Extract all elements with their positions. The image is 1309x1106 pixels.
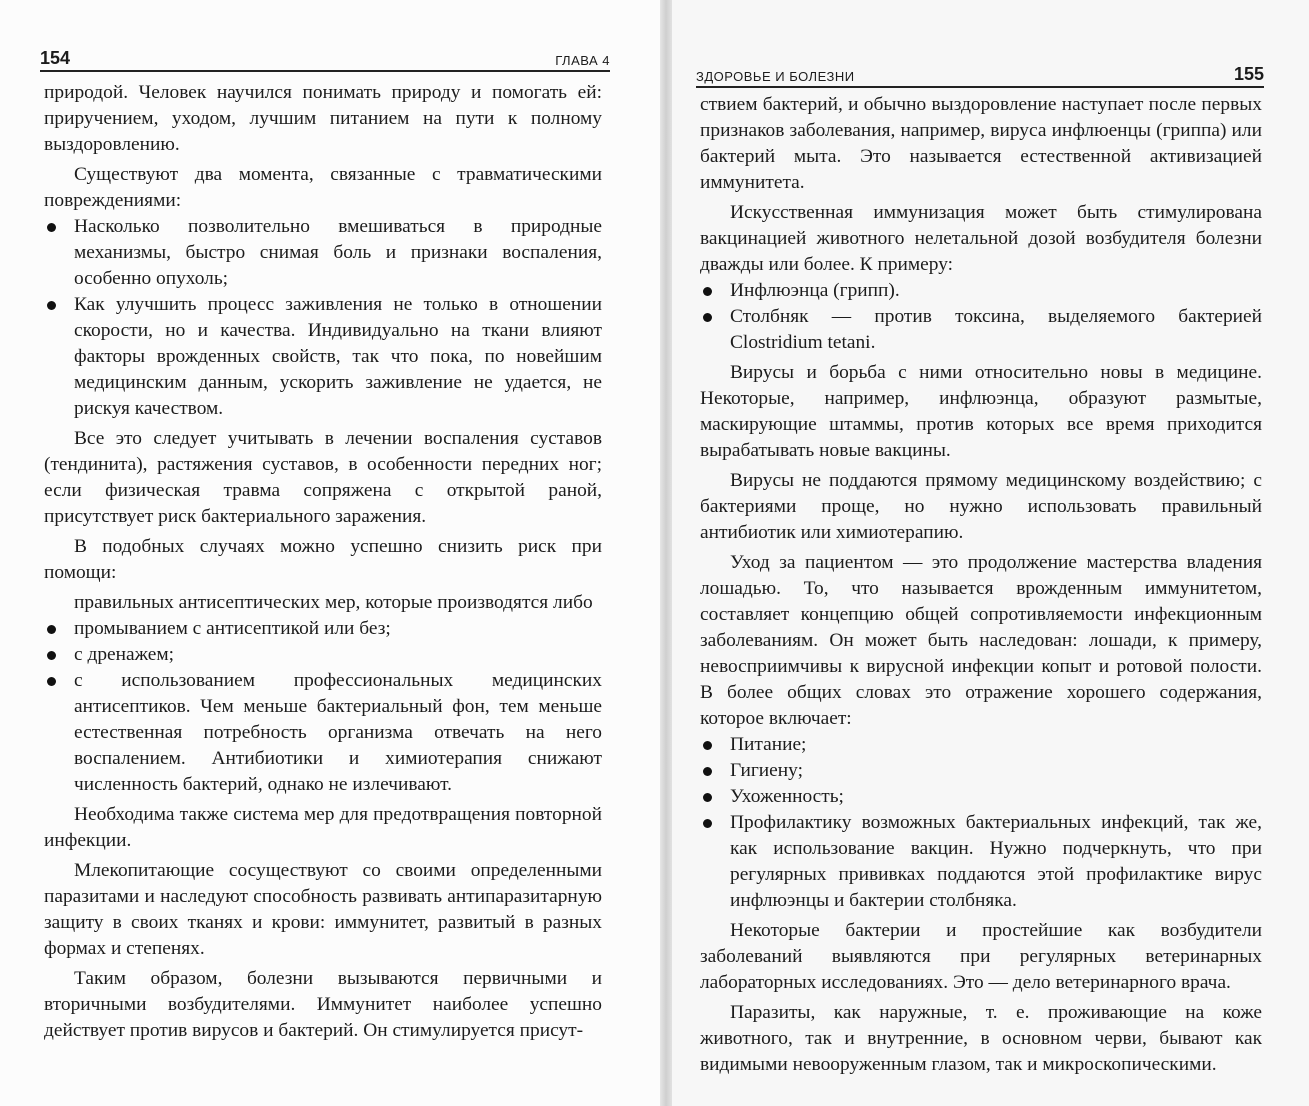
bullet-list <box>44 214 602 422</box>
paragraph: правильных антисептических мер, которые производятся либо <box>74 592 593 613</box>
paragraph: Искусственная иммунизация может быть стимулирована вакцинацией животного нелетальной дозой возбудителя болезни дважды или более. К примеру: <box>700 202 1262 275</box>
running-head: ГЛАВА 4 <box>555 53 610 68</box>
bullet-item: с дренажем; <box>44 642 602 668</box>
page-number: 154 <box>40 48 71 68</box>
right-page <box>672 0 1309 1106</box>
paragraph: Млекопитающие сосуществуют со своими определенными паразитами и наследуют способность развивать антипаразитарную защиту в своих тканях и крови: иммунитет, развитый в разных формах и степенях. <box>44 860 602 959</box>
bullet-item: с использованием профессиональных медицинских антисептиков. Чем меньше бактериальный фон, тем меньше естественная потребность организма отвечать на него воспалением. Антибиотики и химиотерапия снижают численность бактерий, однако не излечивают. <box>44 668 602 798</box>
right-page-body <box>700 92 1262 1078</box>
paragraph: Существуют два момента, связанные с травматическими повреждениями: <box>44 164 602 211</box>
paragraph: Все это следует учитывать в лечении воспаления суставов (тендинита), растяжения суставов, в особенности передних ног; если физическая травма сопряжена с открытой раной, присутствует риск бактериального заражения. <box>44 428 602 527</box>
bullet-item: Инфлюэнца (грипп). <box>700 278 1262 304</box>
page-number: 155 <box>1233 64 1264 84</box>
bullet-item: промыванием с антисептикой или без; <box>44 616 602 642</box>
paragraph: Необходима также система мер для предотвращения повторной инфекции. <box>44 804 602 851</box>
running-head: ЗДОРОВЬЕ И БОЛЕЗНИ <box>696 69 855 84</box>
paragraph: Паразиты, как наружные, т. е. проживающие на коже животного, так и внутренние, в основном черви, бывают как видимыми невооруженным глазом, так и микроскопическими. <box>700 1002 1262 1075</box>
bullet-item: Насколько позволительно вмешиваться в природные механизмы, быстро снимая боль и признаки воспаления, особенно опухоль; <box>44 214 602 292</box>
bullet-item: Гигиену; <box>700 758 1262 784</box>
bullet-list <box>700 732 1262 914</box>
paragraph: ствием бактерий, и обычно выздоровление наступает после первых признаков заболевания, например, вируса инфлюенцы (гриппа) или бактерий мыта. Это называется естественной активизацией иммунитета. <box>700 94 1262 193</box>
paragraph: В подобных случаях можно успешно снизить риск при помощи: <box>44 536 602 583</box>
bullet-item: Питание; <box>700 732 1262 758</box>
bullet-item: Как улучшить процесс заживления не только в отношении скорости, но и качества. Индивидуально на ткани влияют факторы врожденных свойств, так что пока, по новейшим медицинским данным, ускорить заживление не удается, не рискуя качеством. <box>44 292 602 422</box>
bullet-item: Ухоженность; <box>700 784 1262 810</box>
bullet-list <box>700 278 1262 356</box>
book-gutter <box>660 0 672 1106</box>
paragraph: Некоторые бактерии и простейшие как возбудители заболеваний выявляются при регулярных ветеринарных лабораторных исследованиях. Это — дело ветеринарного врача. <box>700 920 1262 993</box>
paragraph: Вирусы не поддаются прямому медицинскому воздействию; с бактериями проще, но нужно использовать правильный антибиотик или химиотерапию. <box>700 470 1262 543</box>
paragraph: Таким образом, болезни вызываются первичными и вторичными возбудителями. Иммунитет наиболее успешно действует против вирусов и бактерий. Он стимулируется присут- <box>44 968 602 1041</box>
right-page-header <box>696 60 1264 88</box>
paragraph: природой. Человек научился понимать природу и помогать ей: приручением, уходом, лучшим питанием на пути к полному выздоровлению. <box>44 82 602 155</box>
bullet-item: Профилактику возможных бактериальных инфекций, так же, как использование вакцин. Нужно подчеркнуть, что при регулярных прививках поддаются этой профилактике вирус инфлюэнцы и бактерии столбняка. <box>700 810 1262 914</box>
paragraph: Уход за пациентом — это продолжение мастерства владения лошадью. То, что называется врожденным иммунитетом, составляет концепцию общей сопротивляемости инфекционным заболеваниям. Он может быть наследован: лошади, к примеру, невосприимчивы к вирусной инфекции копыт и ротовой полости. В более общих словах это отражение хорошего содержания, которое включает: <box>700 552 1262 729</box>
paragraph: Вирусы и борьба с ними относительно новы в медицине. Некоторые, например, инфлюэнца, образуют размытые, маскирующие штаммы, против которых все время приходится вырабатывать новые вакцины. <box>700 362 1262 461</box>
left-page-header <box>40 44 610 72</box>
bullet-list <box>44 616 602 798</box>
bullet-item: Столбняк — против токсина, выделяемого бактерией Clostridium tetani. <box>700 304 1262 356</box>
left-page-body <box>44 80 602 1044</box>
